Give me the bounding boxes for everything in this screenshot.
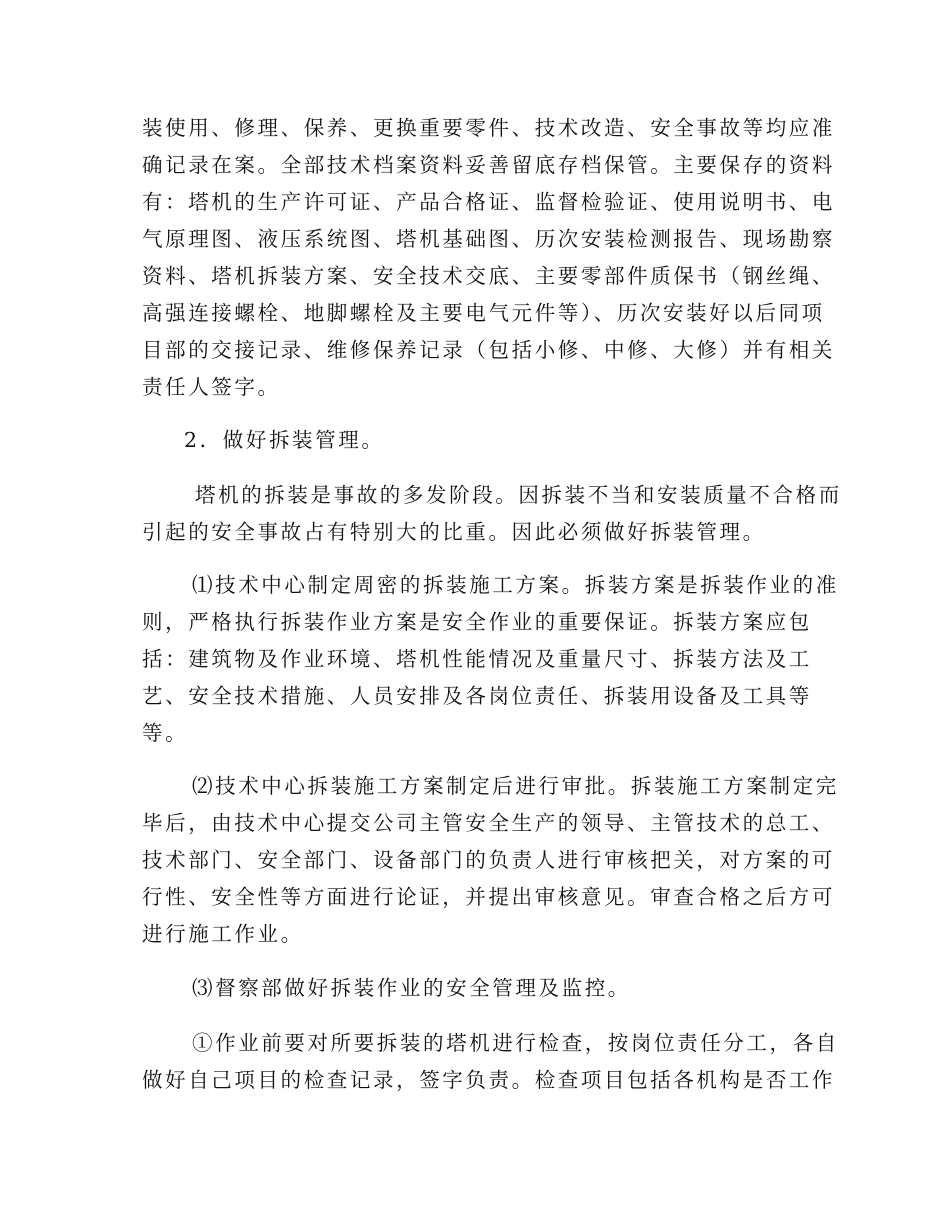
text-line: 等。 — [142, 721, 189, 745]
text-line: 资料、塔机拆装方案、安全技术交底、主要零部件质保书（钢丝绳、 — [142, 264, 835, 288]
text-line: 责任人签字。 — [142, 375, 281, 399]
text-line: 有：塔机的生产许可证、产品合格证、监督检验证、使用说明书、电 — [142, 190, 835, 214]
text-line: 技术部门、安全部门、设备部门的负责人进行审核把关，对方案的可 — [142, 848, 835, 872]
text-line: 做好自己项目的检查记录，签字负责。检查项目包括各机构是否工作 — [142, 1068, 835, 1092]
text-line: 引起的安全事故占有特别大的比重。因此必须做好拆装管理。 — [142, 520, 766, 544]
text-line: 括：建筑物及作业环境、塔机性能情况及重量尺寸、拆装方法及工 — [142, 647, 812, 671]
text-line: ①作业前要对所要拆装的塔机进行检查，按岗位责任分工，各自 — [192, 1031, 839, 1055]
text-line: 艺、安全技术措施、人员安排及各岗位责任、拆装用设备及工具等 — [142, 684, 812, 708]
text-line: 装使用、修理、保养、更换重要零件、技术改造、安全事故等均应准 — [142, 116, 835, 140]
text-line: ⑴技术中心制定周密的拆装施工方案。拆装方案是拆装作业的准 — [192, 573, 839, 597]
text-line: 高强连接螺栓、地脚螺栓及主要电气元件等）、历次安装好以后同项 — [142, 301, 825, 325]
text-line: ⑵技术中心拆装施工方案制定后进行审批。拆装施工方案制定完 — [192, 774, 839, 798]
text-line: 进行施工作业。 — [142, 922, 304, 946]
text-line: 毕后，由技术中心提交公司主管安全生产的领导、主管技术的总工、 — [142, 811, 835, 835]
text-line: 气原理图、液压系统图、塔机基础图、历次安装检测报告、现场勘察 — [142, 227, 835, 251]
text-line: 则，严格执行拆装作业方案是安全作业的重要保证。拆装方案应包 — [142, 610, 812, 634]
text-line: 塔机的拆装是事故的多发阶段。因拆装不当和安装质量不合格而 — [195, 483, 842, 507]
heading-text: 2．做好拆装管理。 — [184, 428, 385, 452]
text-line: 确记录在案。全部技术档案资料妥善留底存档保管。主要保存的资料 — [142, 153, 835, 177]
text-line: 目部的交接记录、维修保养记录（包括小修、中修、大修）并有相关 — [142, 338, 835, 362]
text-line: ⑶督察部做好拆装作业的安全管理及监控。 — [192, 976, 631, 1000]
text-line: 行性、安全性等方面进行论证，并提出审核意见。审查合格之后方可 — [142, 885, 835, 909]
